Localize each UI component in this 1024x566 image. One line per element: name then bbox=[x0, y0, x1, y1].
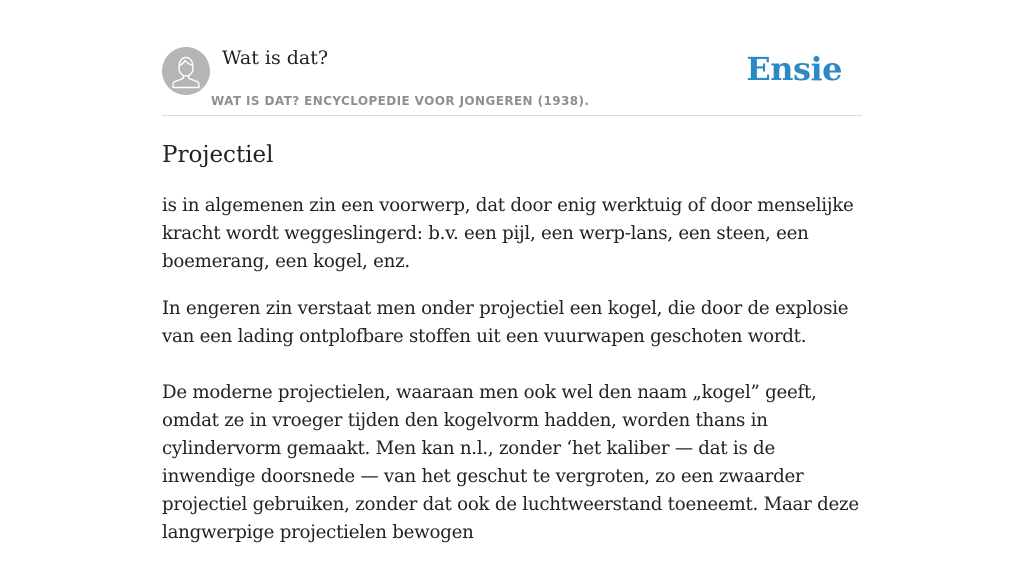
entry-paragraph-1: is in algemenen zin een voorwerp, dat door enig werktuig of door menselijke kracht wordt weggeslingerd: b.v. een pijl, een werp-lans, een steen, een boemerang, een kogel, enz. bbox=[162, 195, 854, 272]
source-title-link[interactable]: Wat is dat? bbox=[222, 47, 329, 69]
source-subtitle-link[interactable]: WAT IS DAT? ENCYCLOPEDIE VOOR JONGEREN (1938). bbox=[211, 94, 590, 108]
source-avatar[interactable] bbox=[162, 47, 210, 95]
entry-paragraph-2: In engeren zin verstaat men onder projectiel een kogel, die door de explosie van een lading ontplofbare stoffen uit een vuurwapen geschoten wordt. bbox=[162, 298, 849, 347]
source-header bbox=[162, 0, 862, 116]
user-silhouette-icon bbox=[162, 47, 210, 95]
entry-title: Projectiel bbox=[162, 142, 274, 168]
ensie-logo-link[interactable]: Ensie bbox=[746, 50, 842, 88]
content-container bbox=[162, 0, 862, 566]
entry-paragraph-3: De moderne projectielen, waaraan men ook wel den naam „kogel” geeft, omdat ze in vroeger tijden den kogelvorm hadden, worden thans in cylindervorm gemaakt. Men kan n.l., zonder ‘het kaliber — dat is de inwendige doorsnede — van het geschut te vergroten, zo een zwaarder projectiel gebruiken, zonder dat ook de luchtweerstand toeneemt. Maar deze langwerpige projectielen bewogen bbox=[162, 382, 859, 543]
entry-body bbox=[162, 192, 862, 547]
